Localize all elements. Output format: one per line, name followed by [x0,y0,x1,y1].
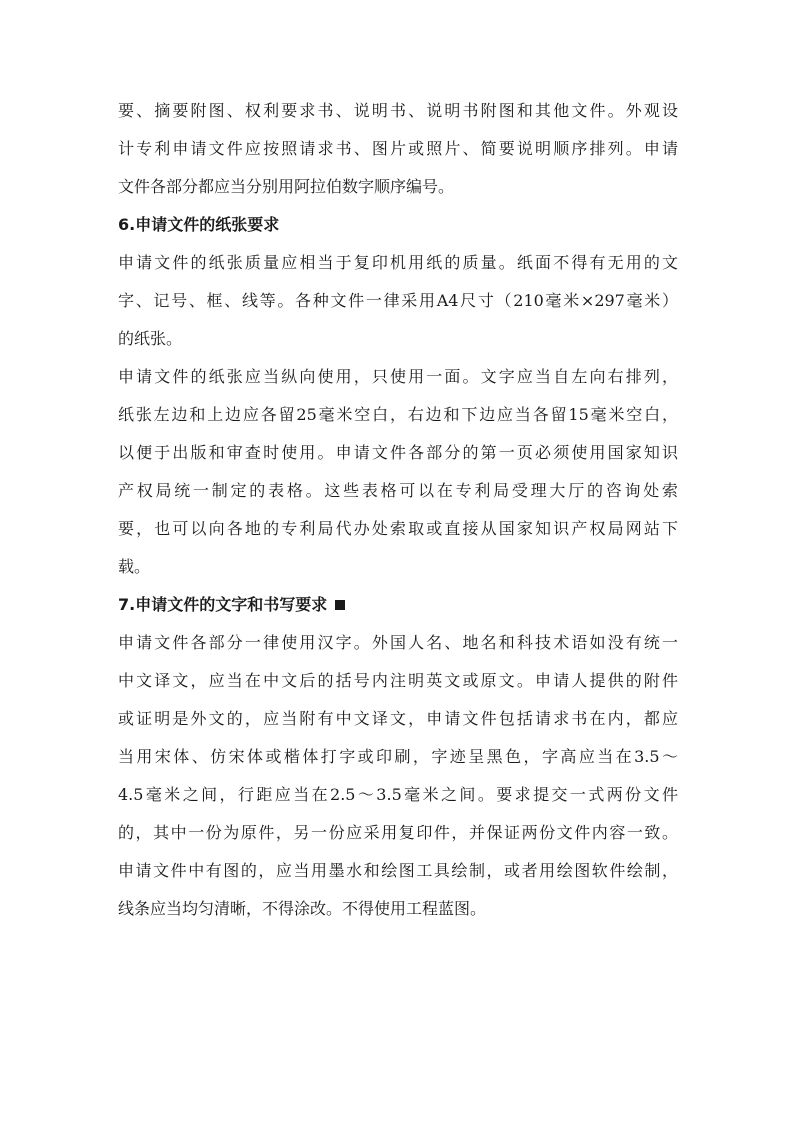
document-page [118,92,678,928]
text-line: 4.5毫米之间，行距应当在2.5～3.5毫米之间。要求提交一式两份文件 [118,785,678,804]
text-line: 产权局统一制定的表格。这些表格可以在专利局受理大厅的咨询处索 [118,481,678,500]
square-bullet-icon [335,600,345,610]
text-line: 载。 [118,557,151,576]
text-line: 的纸张。 [118,329,183,348]
text-line: 计专利申请文件应按照请求书、图片或照片、简要说明顺序排列。申请 [118,139,678,158]
text-line: 或证明是外文的，应当附有中文译文，申请文件包括请求书在内，都应 [118,709,678,728]
text-line: 中文译文，应当在中文后的括号内注明英文或原文。申请人提供的附件 [118,671,678,690]
paragraph-paper-margins [118,358,678,586]
text-line: 申请文件的纸张应当纵向使用，只使用一面。文字应当自左向右排列， [118,367,678,386]
text-line: 申请文件各部分一律使用汉字。外国人名、地名和科技术语如没有统一 [118,633,678,652]
text-line: 线条应当均匀清晰，不得涂改。不得使用工程蓝图。 [118,899,487,918]
text-line: 当用宋体、仿宋体或楷体打字或印刷，字迹呈黑色，字高应当在3.5～ [118,747,678,766]
section-heading-text: 7.申请文件的文字和书写要求 [118,595,328,614]
text-line: 纸张左边和上边应各留25毫米空白，右边和下边应当各留15毫米空白， [118,405,678,424]
text-line: 申请文件中有图的，应当用墨水和绘图工具绘制，或者用绘图软件绘制， [118,861,678,880]
paragraph-paper-quality [118,244,678,358]
paragraph-language-and-writing [118,624,678,928]
section-heading-writing-requirements [118,586,678,624]
text-line: 以便于出版和审查时使用。申请文件各部分的第一页必须使用国家知识 [118,443,678,462]
text-line: 申请文件的纸张质量应相当于复印机用纸的质量。纸面不得有无用的文 [118,253,678,272]
paragraph-file-order [118,92,678,206]
text-line: 字、记号、框、线等。各种文件一律采用A4尺寸（210毫米×297毫米） [118,291,678,310]
text-line: 文件各部分都应当分别用阿拉伯数字顺序编号。 [118,177,455,196]
text-line: 要、摘要附图、权利要求书、说明书、说明书附图和其他文件。外观设 [118,101,678,120]
text-line: 的，其中一份为原件，另一份应采用复印件，并保证两份文件内容一致。 [118,823,678,842]
text-line: 要，也可以向各地的专利局代办处索取或直接从国家知识产权局网站下 [118,519,678,538]
section-heading-paper-requirements: 6.申请文件的纸张要求 [118,215,280,234]
